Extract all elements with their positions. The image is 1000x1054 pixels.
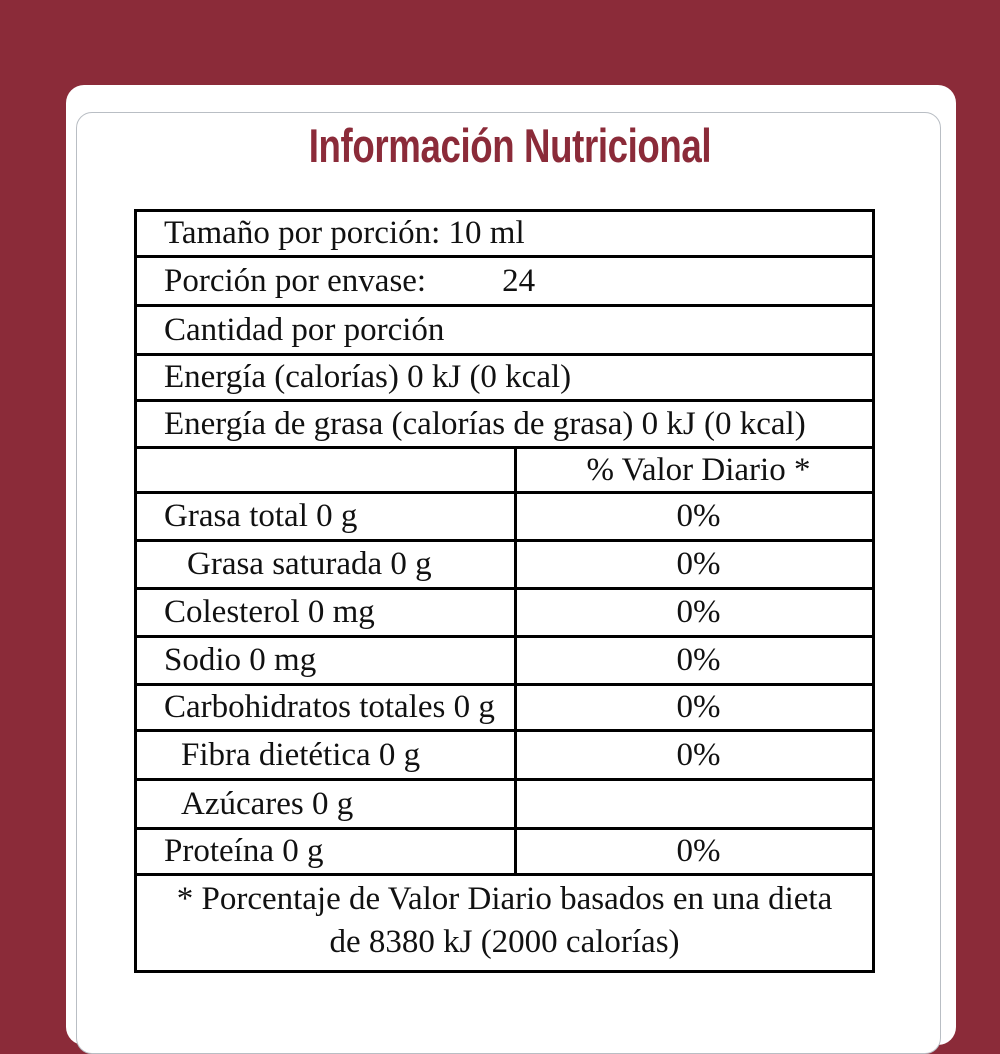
dv-header: % Valor Diario * (586, 451, 811, 488)
table-row (137, 830, 872, 876)
table-row (137, 781, 872, 830)
table-row (137, 686, 872, 732)
nutrient-label: Azúcares 0 g (137, 781, 517, 827)
row-footnote (137, 876, 872, 970)
nutrient-dv: 0% (676, 594, 721, 630)
table-row (137, 732, 872, 781)
footnote (137, 876, 872, 970)
nutrient-dv (517, 781, 872, 827)
table-row (137, 638, 872, 686)
energy-from-fat: Energía de grasa (calorías de grasa) 0 kJ (0 kcal) (164, 405, 806, 442)
nutrient-label: Colesterol 0 mg (137, 590, 517, 635)
energy: Energía (calorías) 0 kJ (0 kcal) (164, 359, 572, 395)
nutrient-label: Proteína 0 g (137, 830, 517, 873)
row-dv-header (137, 449, 872, 494)
nutrition-table (134, 209, 875, 973)
serving-size: Tamaño por porción: 10 ml (164, 215, 525, 251)
dv-header-blank (137, 449, 517, 491)
page-title: Información Nutricional (308, 119, 712, 172)
footnote-line-1: * Porcentaje de Valor Diario basados en una dieta (176, 881, 833, 917)
nutrient-label: Sodio 0 mg (137, 638, 517, 683)
row-amount-per-serving (137, 307, 872, 356)
nutrient-dv: 0% (676, 736, 721, 773)
servings-value: 24 (502, 262, 536, 299)
nutrient-label: Fibra dietética 0 g (137, 732, 517, 778)
table-row (137, 494, 872, 542)
servings-label: Porción por envase: (164, 262, 427, 299)
nutrient-dv: 0% (676, 689, 721, 725)
row-servings (137, 258, 872, 307)
table-row (137, 542, 872, 590)
servings-per-container (137, 258, 872, 304)
row-energy-fat (137, 402, 872, 449)
footnote-line-2: de 8380 kJ (2000 calorías) (329, 924, 680, 960)
amount-per-serving: Cantidad por porción (164, 311, 445, 348)
nutrient-dv: 0% (676, 546, 721, 582)
row-energy (137, 356, 872, 402)
table-row (137, 590, 872, 638)
nutrient-dv: 0% (676, 642, 721, 678)
nutrient-dv: 0% (676, 833, 721, 869)
nutrient-dv: 0% (676, 498, 721, 534)
nutrient-label: Carbohidratos totales 0 g (137, 686, 517, 729)
nutrient-label: Grasa saturada 0 g (137, 542, 517, 587)
row-serving-size (137, 212, 872, 258)
nutrient-label: Grasa total 0 g (137, 494, 517, 539)
